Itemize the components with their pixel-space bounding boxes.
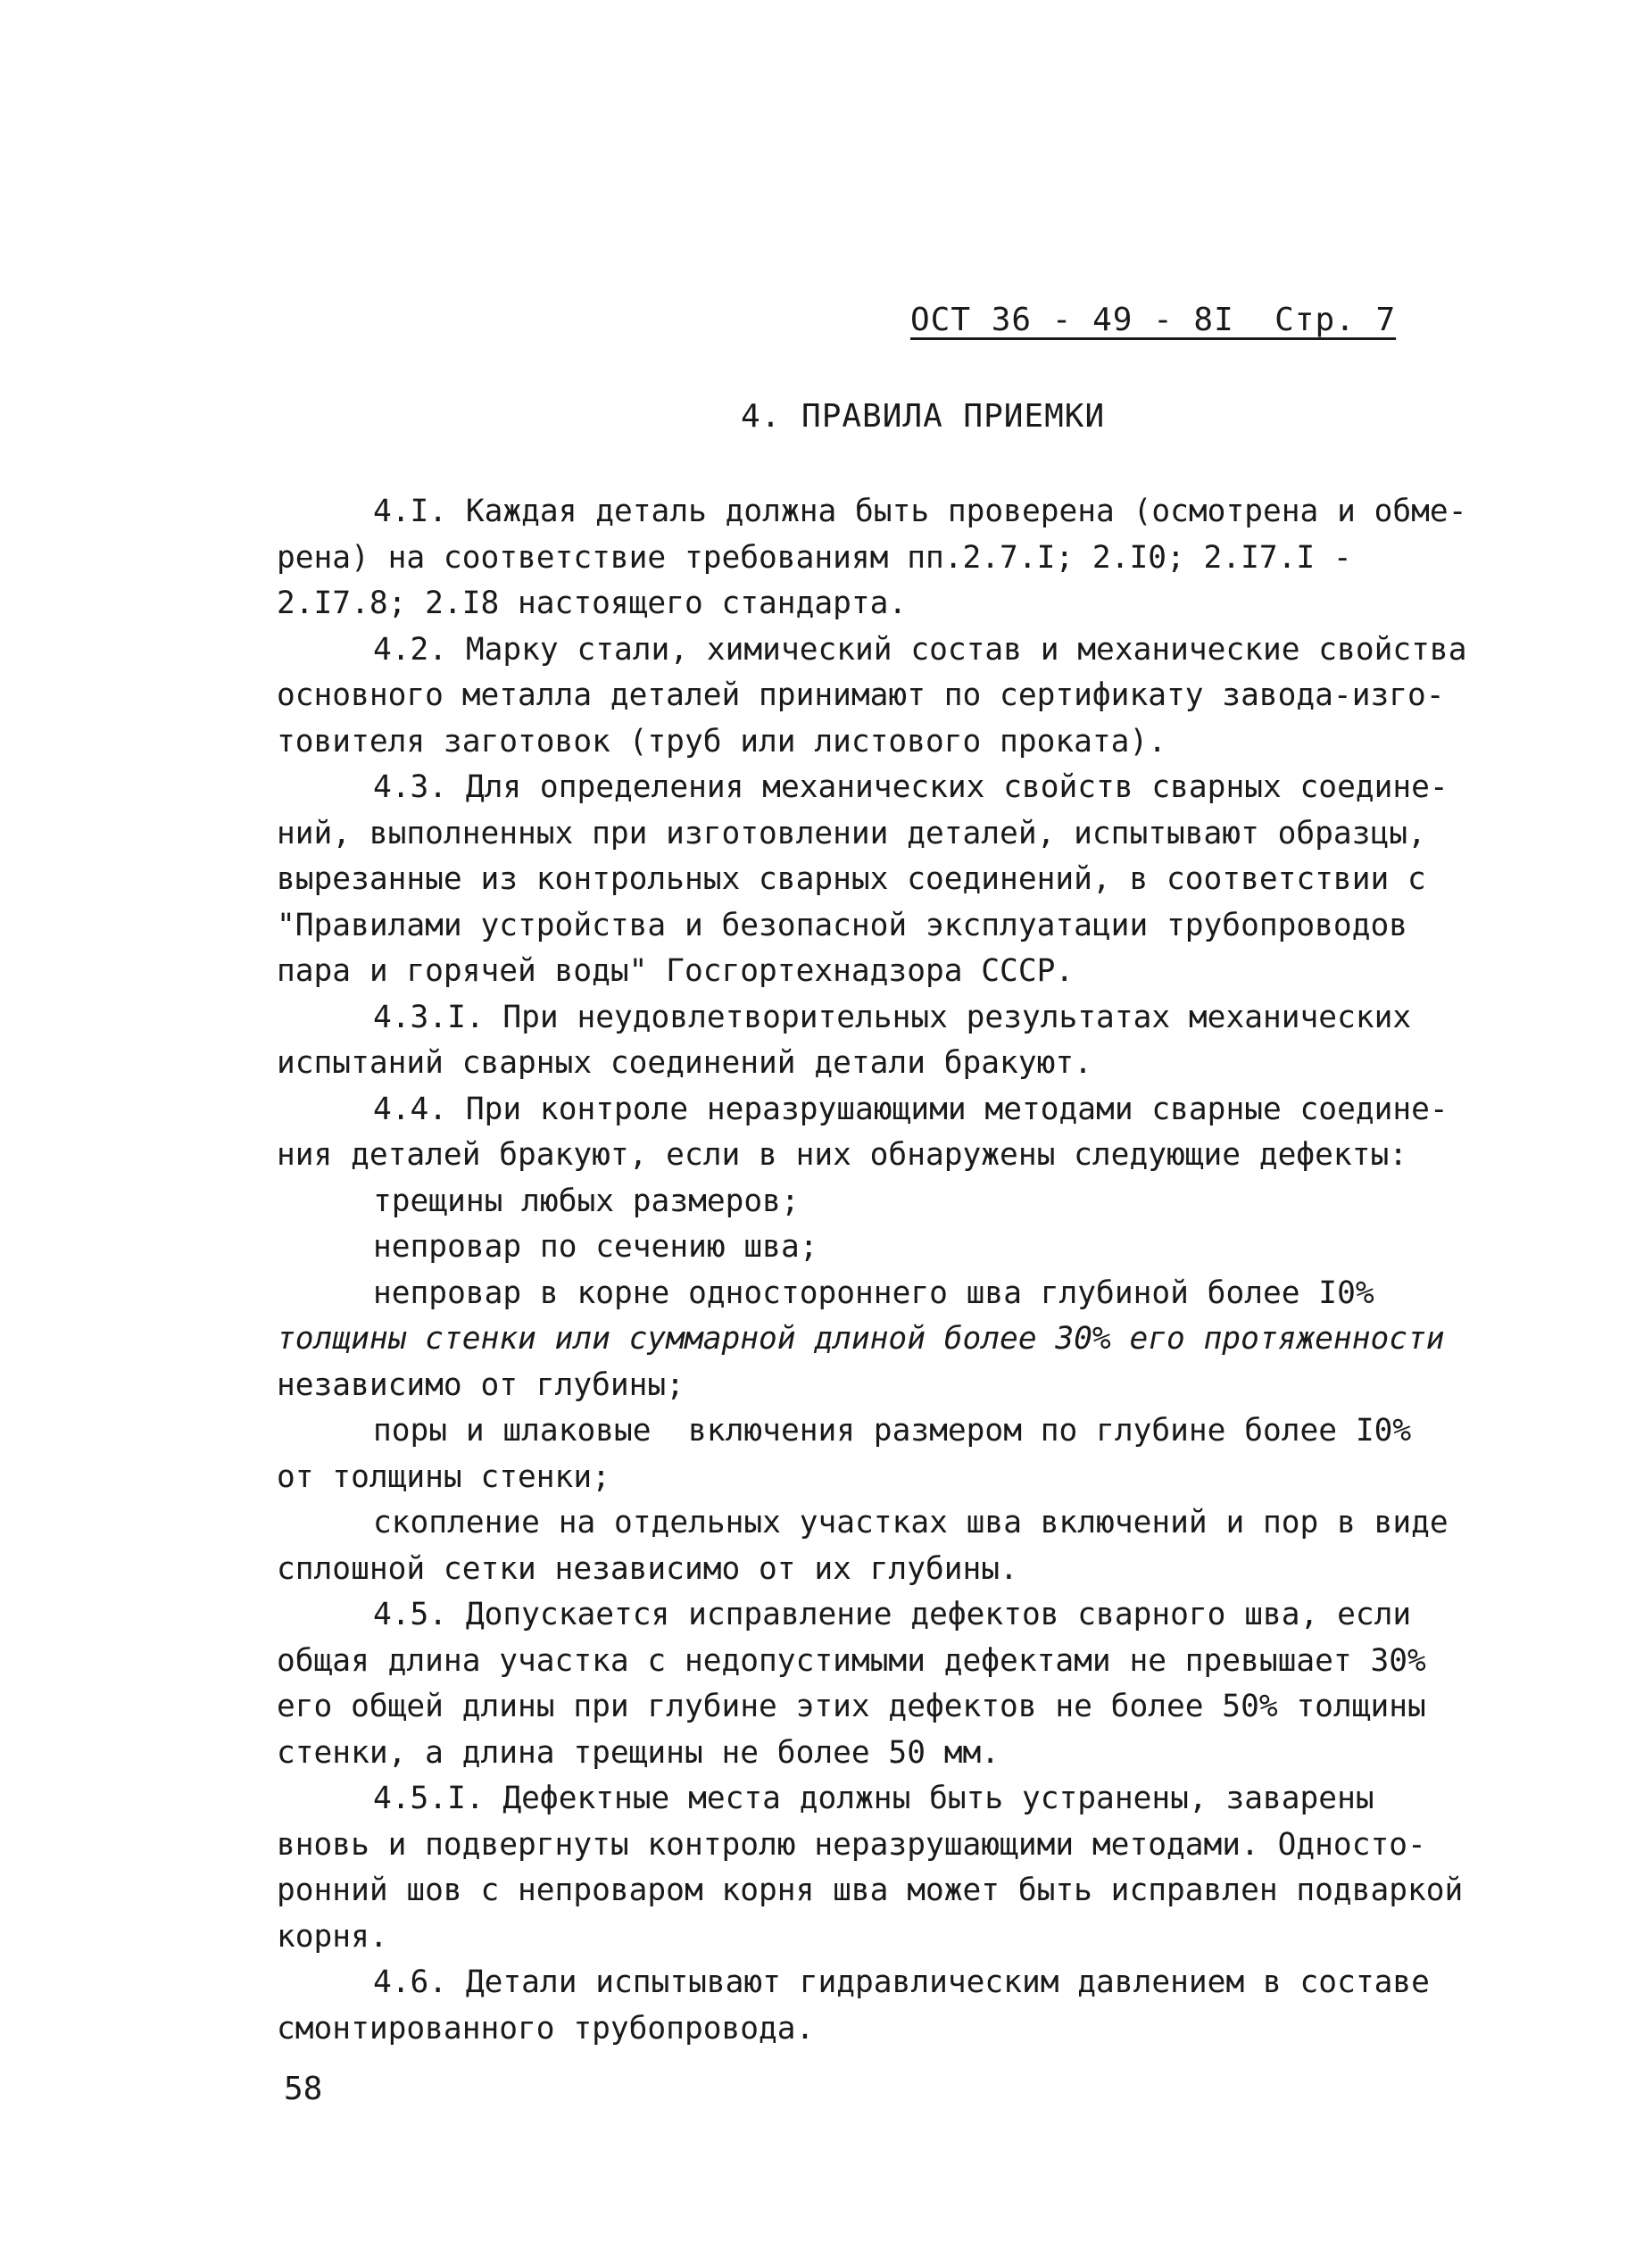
list-item-continuation: толщины стенки или суммарной длиной более 30% его протяженности bbox=[277, 1321, 1445, 1357]
section-body bbox=[277, 489, 1526, 2052]
list-item-continuation: от толщины стенки; bbox=[277, 1458, 610, 1495]
paragraph-line: вновь и подвергнуты контролю неразрушающими методами. Односто- bbox=[277, 1826, 1426, 1863]
list-item: трещины любых размеров; bbox=[373, 1183, 800, 1219]
list-item: непровар по сечению шва; bbox=[373, 1229, 818, 1265]
paragraph-line: основного металла деталей принимают по сертификату завода-изго- bbox=[277, 677, 1445, 713]
paragraph-line: вырезанные из контрольных сварных соединений, в соответствии с bbox=[277, 861, 1426, 897]
paragraph-line: смонтированного трубопровода. bbox=[277, 2010, 815, 2047]
paragraph-line: испытаний сварных соединений детали бракуют. bbox=[277, 1045, 1092, 1081]
document-header: ОСТ 36 - 49 - 8I Стр. 7 bbox=[910, 302, 1397, 338]
paragraph-line: 4.5.I. Дефектные места должны быть устранены, заварены bbox=[373, 1781, 1374, 1816]
paragraph-line: 2.I7.8; 2.I8 настоящего стандарта. bbox=[277, 585, 908, 621]
paragraph-line: общая длина участка с недопустимыми дефектами не превышает 30% bbox=[277, 1642, 1426, 1679]
paragraph-line: 4.3. Для определения механических свойств сварных соедине- bbox=[373, 769, 1449, 805]
list-item-continuation: сплошной сетки независимо от их глубины. bbox=[277, 1550, 1018, 1587]
list-item: скопление на отдельных участках шва включений и пор в виде bbox=[373, 1505, 1449, 1540]
paragraph-line: 4.3.I. При неудовлетворительных результатах механических bbox=[373, 999, 1412, 1035]
list-item: непровар в корне одностороннего шва глубиной более I0% bbox=[373, 1275, 1374, 1311]
paragraph-line: 4.4. При контроле неразрушающими методами сварные соедине- bbox=[373, 1091, 1449, 1127]
paragraph-line: его общей длины при глубине этих дефектов не более 50% толщины bbox=[277, 1689, 1426, 1724]
list-item: поры и шлаковые включения размером по глубине более I0% bbox=[373, 1413, 1412, 1449]
paragraph-line: 4.6. Детали испытывают гидравлическим давлением в составе bbox=[373, 1964, 1430, 2000]
section-title: 4. ПРАВИЛА ПРИЕМКИ bbox=[741, 398, 1106, 435]
paragraph-line: ний, выполненных при изготовлении деталей, испытывают образцы, bbox=[277, 815, 1426, 851]
paragraph-line: стенки, а длина трещины не более 50 мм. bbox=[277, 1734, 1000, 1771]
paragraph-line: "Правилами устройства и безопасной эксплуатации трубопроводов bbox=[277, 907, 1408, 943]
paragraph-line: ронний шов с непроваром корня шва может быть исправлен подваркой bbox=[277, 1873, 1464, 1908]
paragraph-line: 4.5. Допускается исправление дефектов сварного шва, если bbox=[373, 1597, 1412, 1632]
paragraph-line: корня. bbox=[277, 1918, 388, 1955]
paragraph-line: 4.2. Марку стали, химический состав и механические свойства bbox=[373, 631, 1467, 668]
paragraph-line: пара и горячей воды" Госгортехнадзора СССР. bbox=[277, 953, 1075, 989]
list-item-continuation: независимо от глубины; bbox=[277, 1366, 685, 1403]
paragraph-line: товителя заготовок (труб или листового проката). bbox=[277, 723, 1166, 760]
paragraph-line: 4.I. Каждая деталь должна быть проверена (осмотрена и обме- bbox=[373, 494, 1467, 529]
page-number: 58 bbox=[284, 2071, 323, 2107]
paragraph-line: ния деталей бракуют, если в них обнаружены следующие дефекты: bbox=[277, 1137, 1408, 1173]
paragraph-line: рена) на соответствие требованиям пп.2.7.I; 2.I0; 2.I7.I - bbox=[277, 539, 1352, 576]
